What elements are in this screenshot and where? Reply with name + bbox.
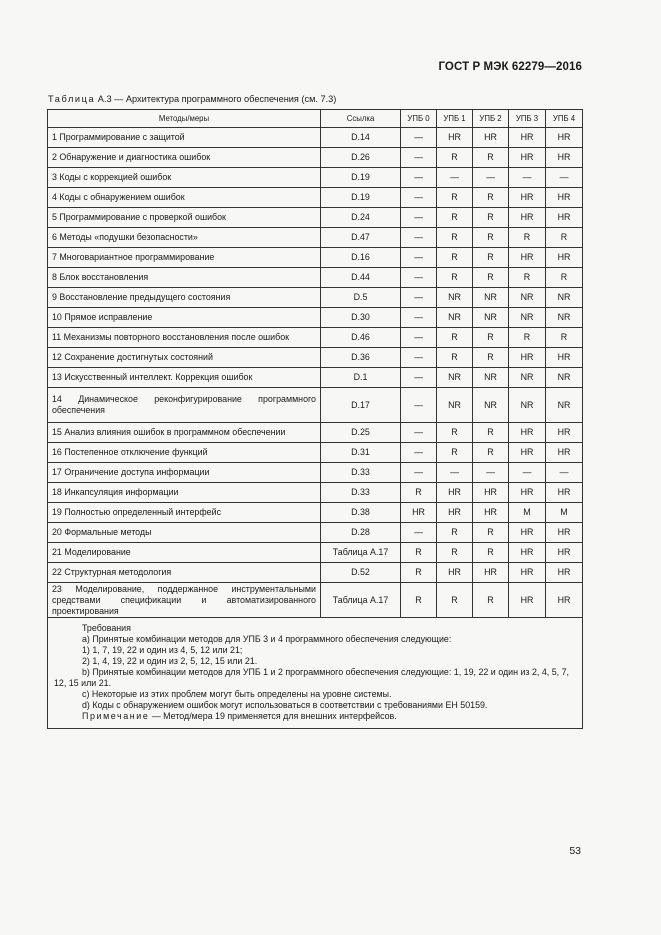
upb3-cell: HR [509, 148, 546, 168]
upb1-cell: R [437, 188, 473, 208]
reference-cell: D.14 [321, 128, 401, 148]
upb0-cell: — [401, 368, 437, 388]
upb0-cell: HR [401, 503, 437, 523]
note-remark [54, 711, 576, 722]
upb2-cell: HR [473, 563, 509, 583]
reference-cell: D.28 [321, 523, 401, 543]
upb4-cell: HR [546, 148, 583, 168]
upb1-cell: R [437, 248, 473, 268]
upb3-cell: R [509, 328, 546, 348]
table-row [48, 583, 583, 618]
reference-cell: D.5 [321, 288, 401, 308]
upb0-cell: — [401, 308, 437, 328]
upb1-cell: NR [437, 368, 473, 388]
upb3-cell: NR [509, 368, 546, 388]
upb0-cell: R [401, 563, 437, 583]
method-cell: 14 Динамическое реконфигурирование программного обеспечения [48, 388, 321, 423]
upb2-cell: R [473, 208, 509, 228]
upb4-cell: HR [546, 523, 583, 543]
upb0-cell: — [401, 288, 437, 308]
upb1-cell: HR [437, 128, 473, 148]
method-cell: 3 Коды с коррекцией ошибок [48, 168, 321, 188]
upb0-cell: — [401, 348, 437, 368]
table-row [48, 443, 583, 463]
method-cell: 10 Прямое исправление [48, 308, 321, 328]
upb0-cell: R [401, 583, 437, 618]
upb4-cell: HR [546, 543, 583, 563]
upb1-cell: R [437, 148, 473, 168]
upb2-cell: — [473, 463, 509, 483]
upb4-cell: HR [546, 583, 583, 618]
upb1-cell: HR [437, 483, 473, 503]
upb0-cell: R [401, 543, 437, 563]
method-cell: 6 Методы «подушки безопасности» [48, 228, 321, 248]
col-header-upb2: УПБ 2 [473, 110, 509, 128]
upb3-cell: HR [509, 563, 546, 583]
table-row [48, 328, 583, 348]
reference-cell: D.52 [321, 563, 401, 583]
reference-cell: D.38 [321, 503, 401, 523]
col-header-upb3: УПБ 3 [509, 110, 546, 128]
upb4-cell: — [546, 463, 583, 483]
upb4-cell: NR [546, 388, 583, 423]
upb1-cell: R [437, 543, 473, 563]
table-row [48, 308, 583, 328]
upb4-cell: HR [546, 563, 583, 583]
upb4-cell: M [546, 503, 583, 523]
upb3-cell: HR [509, 188, 546, 208]
upb2-cell: R [473, 328, 509, 348]
reference-cell: D.25 [321, 423, 401, 443]
col-header-methods: Методы/меры [48, 110, 321, 128]
reference-cell: D.46 [321, 328, 401, 348]
note-b: b) Принятые комбинации методов для УПБ 1 и 2 программного обеспечения следующие: 1, 19, 22 и один из 2, 4, 5, 7, 12, 15 или 21. [54, 667, 569, 688]
table-row [48, 368, 583, 388]
upb0-cell: — [401, 328, 437, 348]
upb2-cell: R [473, 248, 509, 268]
remark-text: — Метод/мера 19 применяется для внешних интерфейсов. [149, 711, 397, 721]
reference-cell: D.36 [321, 348, 401, 368]
upb4-cell: HR [546, 443, 583, 463]
method-cell: 11 Механизмы повторного восстановления после ошибок [48, 328, 321, 348]
method-cell: 8 Блок восстановления [48, 268, 321, 288]
upb2-cell: — [473, 168, 509, 188]
reference-cell: D.33 [321, 483, 401, 503]
upb4-cell: HR [546, 208, 583, 228]
upb1-cell: HR [437, 563, 473, 583]
reference-cell: Таблица А.17 [321, 543, 401, 563]
upb2-cell: NR [473, 308, 509, 328]
upb4-cell: R [546, 228, 583, 248]
upb0-cell: — [401, 423, 437, 443]
upb3-cell: NR [509, 388, 546, 423]
upb3-cell: HR [509, 248, 546, 268]
method-cell: 7 Многовариантное программирование [48, 248, 321, 268]
table-row [48, 503, 583, 523]
upb0-cell: — [401, 443, 437, 463]
upb3-cell: HR [509, 348, 546, 368]
upb3-cell: HR [509, 543, 546, 563]
upb1-cell: NR [437, 388, 473, 423]
reference-cell: D.19 [321, 168, 401, 188]
caption-number: А.3 [97, 94, 112, 104]
upb3-cell: — [509, 168, 546, 188]
caption-title: — Архитектура программного обеспечения (см. 7.3) [111, 94, 337, 104]
method-cell: 20 Формальные методы [48, 523, 321, 543]
reference-cell: D.30 [321, 308, 401, 328]
reference-cell: D.47 [321, 228, 401, 248]
reference-cell: D.16 [321, 248, 401, 268]
upb0-cell: — [401, 228, 437, 248]
method-cell: 15 Анализ влияния ошибок в программном обеспечении [48, 423, 321, 443]
upb0-cell: — [401, 168, 437, 188]
upb0-cell: — [401, 208, 437, 228]
architecture-table [47, 109, 583, 729]
col-header-upb0: УПБ 0 [401, 110, 437, 128]
upb4-cell: HR [546, 423, 583, 443]
note-c: c) Некоторые из этих проблем могут быть определены на уровне системы. [82, 689, 392, 699]
upb3-cell: HR [509, 128, 546, 148]
reference-cell: D.24 [321, 208, 401, 228]
upb3-cell: M [509, 503, 546, 523]
table-row [48, 423, 583, 443]
upb0-cell: — [401, 463, 437, 483]
upb1-cell: R [437, 583, 473, 618]
method-cell: 18 Инкапсуляция информации [48, 483, 321, 503]
reference-cell: D.1 [321, 368, 401, 388]
reference-cell: D.33 [321, 463, 401, 483]
upb2-cell: R [473, 523, 509, 543]
note-a: a) Принятые комбинации методов для УПБ 3 и 4 программного обеспечения следующие: [82, 634, 452, 644]
upb4-cell: HR [546, 128, 583, 148]
method-cell: 2 Обнаружение и диагностика ошибок [48, 148, 321, 168]
method-cell: 4 Коды с обнаружением ошибок [48, 188, 321, 208]
method-cell: 23 Моделирование, поддержанное инструментальными средствами спецификации и автоматизированного проектирования [48, 583, 321, 618]
upb2-cell: NR [473, 368, 509, 388]
upb4-cell: NR [546, 368, 583, 388]
upb1-cell: R [437, 228, 473, 248]
notes-heading: Требования [82, 623, 131, 633]
upb2-cell: HR [473, 483, 509, 503]
upb1-cell: R [437, 328, 473, 348]
table-row [48, 268, 583, 288]
remark-label: Примечание [82, 711, 150, 721]
upb1-cell: R [437, 443, 473, 463]
table-caption [48, 94, 336, 104]
upb3-cell: — [509, 463, 546, 483]
upb3-cell: HR [509, 423, 546, 443]
upb2-cell: R [473, 148, 509, 168]
table-row [48, 188, 583, 208]
col-header-upb1: УПБ 1 [437, 110, 473, 128]
upb3-cell: HR [509, 523, 546, 543]
upb2-cell: R [473, 268, 509, 288]
upb3-cell: NR [509, 308, 546, 328]
reference-cell: Таблица А.17 [321, 583, 401, 618]
table-row [48, 463, 583, 483]
table-row [48, 208, 583, 228]
table-row [48, 168, 583, 188]
upb2-cell: NR [473, 288, 509, 308]
note-a1: 1) 1, 7, 19, 22 и один из 4, 5, 12 или 21; [82, 645, 243, 655]
upb2-cell: R [473, 443, 509, 463]
reference-cell: D.19 [321, 188, 401, 208]
table-row [48, 348, 583, 368]
upb0-cell: — [401, 128, 437, 148]
upb1-cell: — [437, 168, 473, 188]
table-row [48, 128, 583, 148]
method-cell: 12 Сохранение достигнутых состояний [48, 348, 321, 368]
upb1-cell: R [437, 348, 473, 368]
upb1-cell: R [437, 523, 473, 543]
table-header-row [48, 110, 583, 128]
upb3-cell: HR [509, 583, 546, 618]
method-cell: 17 Ограничение доступа информации [48, 463, 321, 483]
notes-row [48, 618, 583, 729]
table-row [48, 288, 583, 308]
upb2-cell: R [473, 543, 509, 563]
upb0-cell: — [401, 268, 437, 288]
upb4-cell: NR [546, 288, 583, 308]
upb1-cell: HR [437, 503, 473, 523]
method-cell: 21 Моделирование [48, 543, 321, 563]
upb2-cell: R [473, 583, 509, 618]
reference-cell: D.26 [321, 148, 401, 168]
upb1-cell: R [437, 208, 473, 228]
note-d: d) Коды с обнаружением ошибок могут использоваться в соответствии с требованиями ЕН 50159. [82, 700, 488, 710]
method-cell: 5 Программирование с проверкой ошибок [48, 208, 321, 228]
upb0-cell: — [401, 388, 437, 423]
upb0-cell: — [401, 188, 437, 208]
col-header-upb4: УПБ 4 [546, 110, 583, 128]
upb4-cell: NR [546, 308, 583, 328]
page-number: 53 [569, 845, 581, 857]
table-row [48, 543, 583, 563]
note-a2: 2) 1, 4, 19, 22 и один из 2, 5, 12, 15 или 21. [82, 656, 258, 666]
col-header-reference: Ссылка [321, 110, 401, 128]
upb4-cell: R [546, 328, 583, 348]
reference-cell: D.31 [321, 443, 401, 463]
upb4-cell: HR [546, 483, 583, 503]
table-row [48, 148, 583, 168]
upb0-cell: — [401, 248, 437, 268]
notes-cell [48, 618, 583, 729]
upb2-cell: HR [473, 128, 509, 148]
upb2-cell: R [473, 188, 509, 208]
upb1-cell: R [437, 268, 473, 288]
document-standard-code: ГОСТ Р МЭК 62279—2016 [438, 61, 582, 73]
upb0-cell: — [401, 148, 437, 168]
upb3-cell: HR [509, 483, 546, 503]
upb0-cell: — [401, 523, 437, 543]
upb4-cell: — [546, 168, 583, 188]
method-cell: 9 Восстановление предыдущего состояния [48, 288, 321, 308]
upb1-cell: NR [437, 308, 473, 328]
upb2-cell: NR [473, 388, 509, 423]
table-row [48, 563, 583, 583]
table-row [48, 388, 583, 423]
reference-cell: D.17 [321, 388, 401, 423]
upb4-cell: R [546, 268, 583, 288]
table-row [48, 523, 583, 543]
upb4-cell: HR [546, 188, 583, 208]
upb4-cell: HR [546, 348, 583, 368]
upb3-cell: NR [509, 288, 546, 308]
upb2-cell: R [473, 228, 509, 248]
table-row [48, 248, 583, 268]
method-cell: 16 Постепенное отключение функций [48, 443, 321, 463]
upb1-cell: — [437, 463, 473, 483]
upb3-cell: R [509, 228, 546, 248]
upb3-cell: HR [509, 208, 546, 228]
method-cell: 19 Полностью определенный интерфейс [48, 503, 321, 523]
method-cell: 1 Программирование с защитой [48, 128, 321, 148]
upb3-cell: R [509, 268, 546, 288]
reference-cell: D.44 [321, 268, 401, 288]
upb2-cell: HR [473, 503, 509, 523]
upb2-cell: R [473, 348, 509, 368]
upb4-cell: HR [546, 248, 583, 268]
method-cell: 13 Искусственный интеллект. Коррекция ошибок [48, 368, 321, 388]
upb1-cell: NR [437, 288, 473, 308]
table-row [48, 483, 583, 503]
upb3-cell: HR [509, 443, 546, 463]
caption-label: Таблица [48, 94, 96, 104]
upb2-cell: R [473, 423, 509, 443]
upb0-cell: R [401, 483, 437, 503]
method-cell: 22 Структурная методология [48, 563, 321, 583]
upb1-cell: R [437, 423, 473, 443]
table-row [48, 228, 583, 248]
